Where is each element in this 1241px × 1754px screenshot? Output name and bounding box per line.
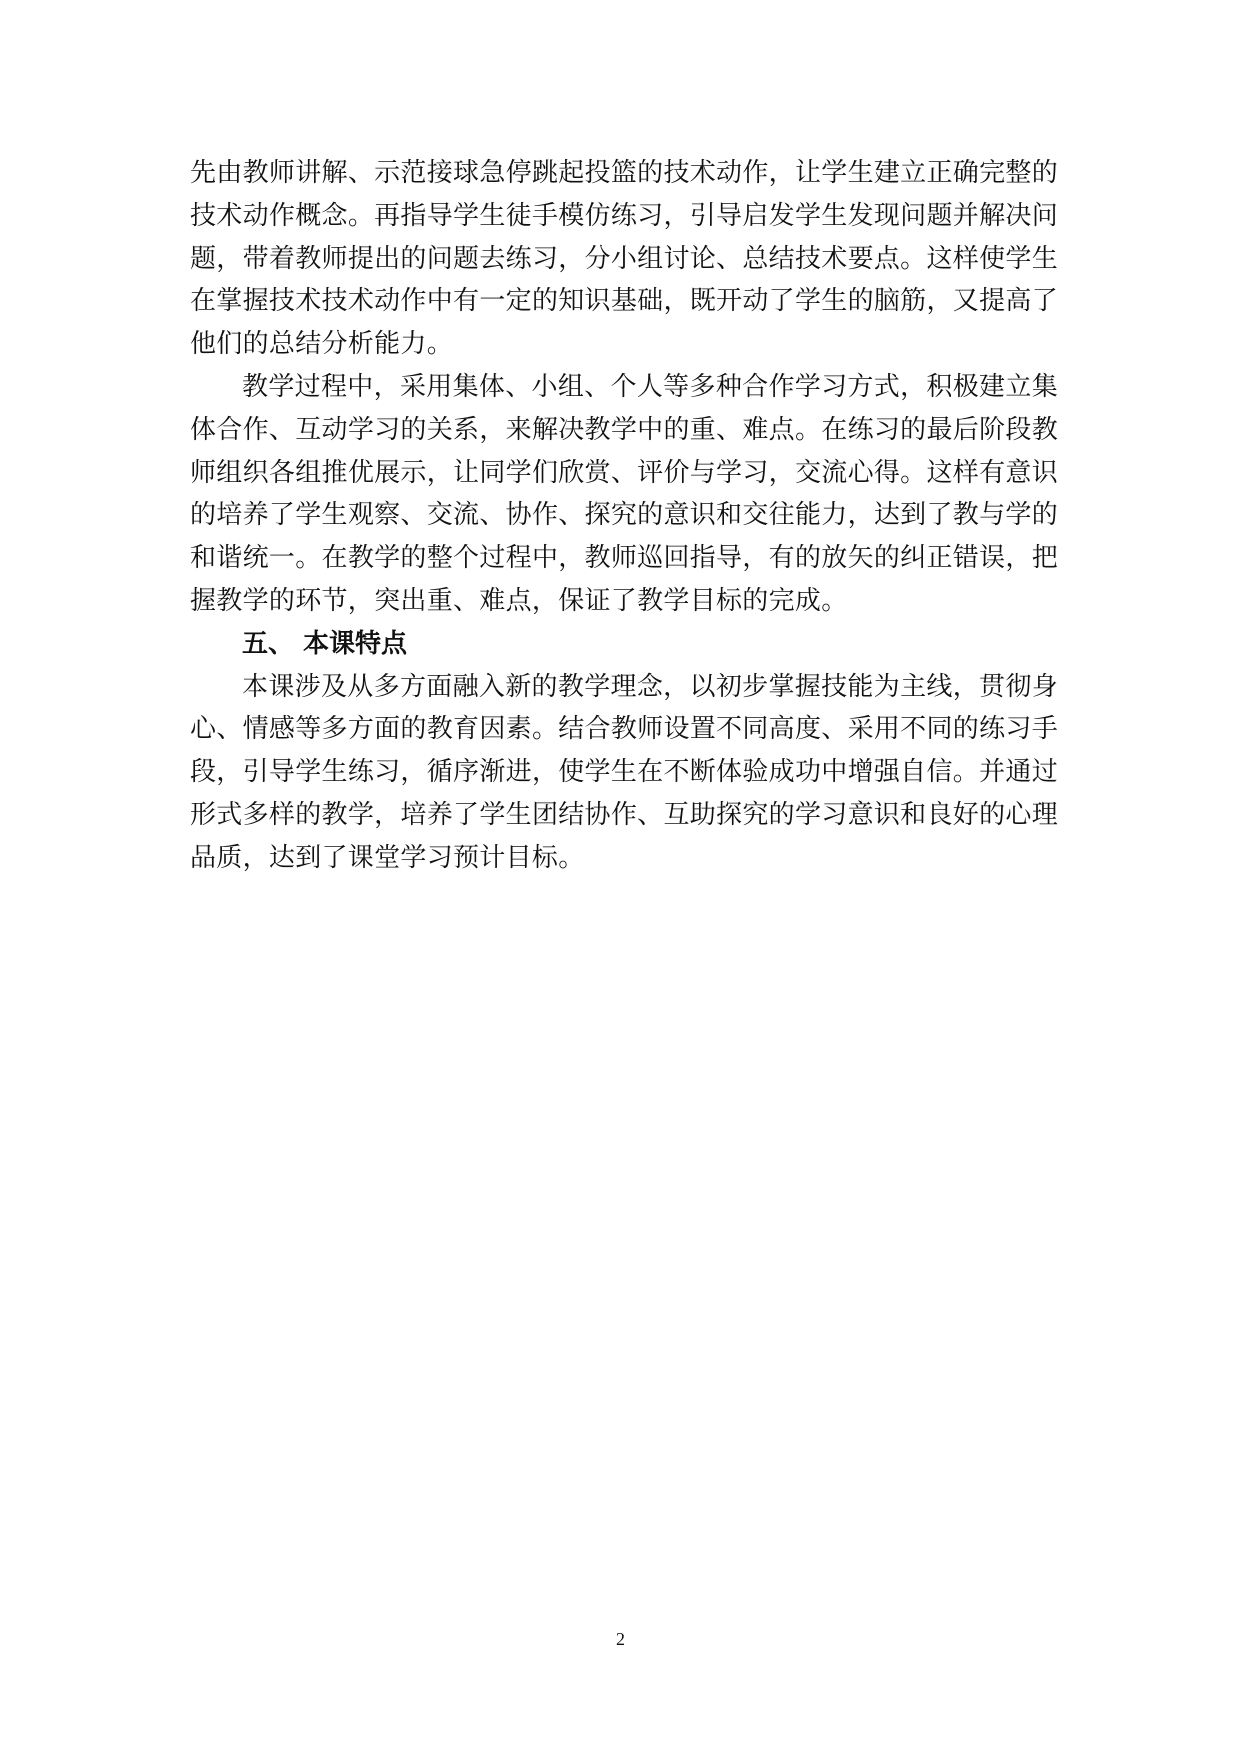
page-number: 2	[616, 1629, 625, 1649]
paragraph-teaching-process: 教学过程中，采用集体、小组、个人等多种合作学习方式，积极建立集体合作、互动学习的关系，来解决教学中的重、难点。在练习的最后阶段教师组织各组推优展示，让同学们欣赏、评价与学习，交流心得。这样有意识的培养了学生观察、交流、协作、探究的意识和交往能力，达到了教与学的和谐统一。在教学的整个过程中，教师巡回指导，有的放矢的纠正错误，把握教学的环节，突出重、难点，保证了教学目标的完成。	[190, 371, 1058, 616]
paragraph-lesson-features: 本课涉及从多方面融入新的教学理念，以初步掌握技能为主线，贯彻身心、情感等多方面的教育因素。结合教师设置不同高度、采用不同的练习手段，引导学生练习，循序渐进，使学生在不断体验成功中增强自信。并通过形式多样的教学，培养了学生团结协作、互助探究的学习意识和良好的心理品质，达到了课堂学习预计目标。	[190, 671, 1058, 873]
paragraph-continuation: 先由教师讲解、示范接球急停跳起投篮的技术动作，让学生建立正确完整的技术动作概念。再指导学生徒手模仿练习，引导启发学生发现问题并解决问题，带着教师提出的问题去练习，分小组讨论、总结技术要点。这样使学生在掌握技术技术动作中有一定的知识基础，既开动了学生的脑筋，又提高了他们的总结分析能力。	[190, 158, 1058, 360]
section-heading-lesson-features: 五、 本课特点	[242, 628, 408, 659]
document-body	[190, 152, 1058, 880]
